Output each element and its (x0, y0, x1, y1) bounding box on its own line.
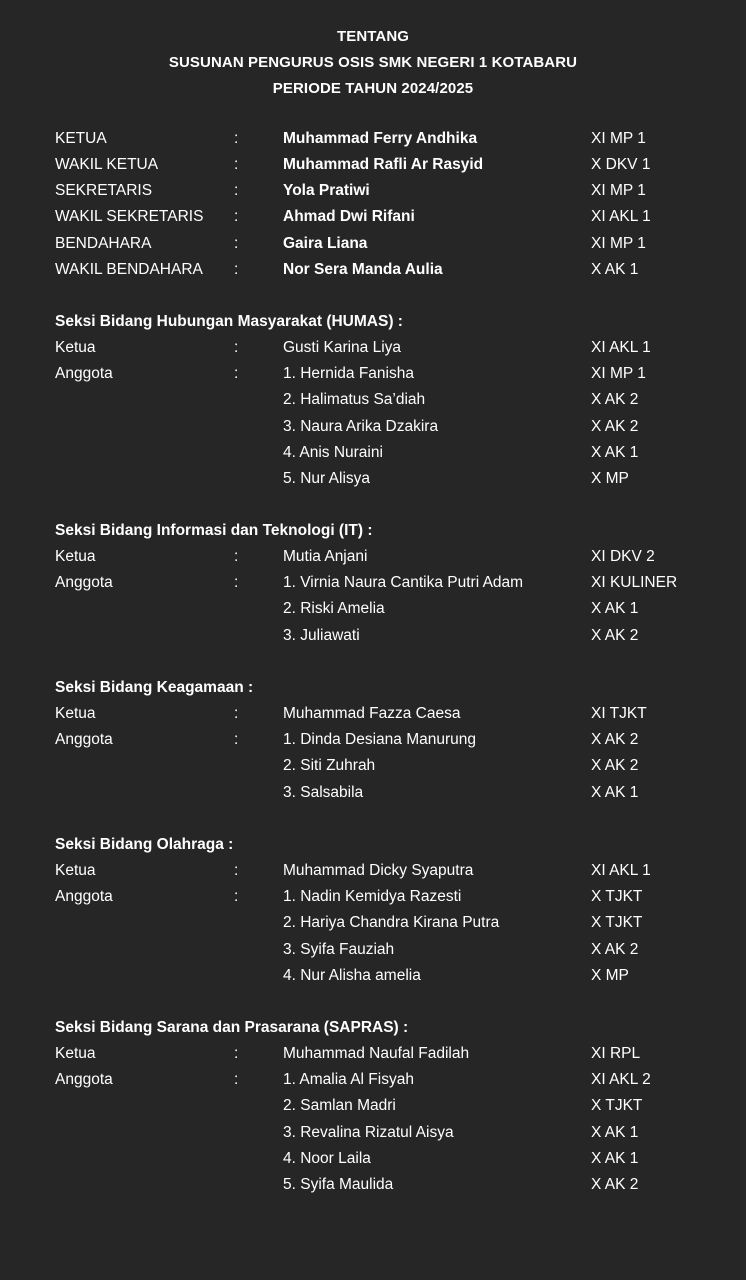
colon-separator: : (234, 574, 239, 592)
member-class: X AK 2 (591, 1175, 639, 1193)
member-name: 2. Samlan Madri (283, 1097, 396, 1115)
member-name: Muhammad Rafli Ar Rasyid (283, 156, 484, 174)
member-name: Nor Sera Manda Aulia (283, 260, 443, 278)
role-label: Anggota (55, 574, 113, 592)
section-member-row (0, 361, 746, 387)
member-name: 5. Nur Alisya (283, 469, 371, 487)
section-ketua-row (0, 544, 746, 570)
section-member-row (0, 623, 746, 649)
section-member-row (0, 1146, 746, 1172)
officer-row (0, 178, 746, 204)
member-class: XI AKL 1 (591, 339, 651, 357)
colon-separator: : (234, 365, 239, 383)
member-class: XI AKL 2 (591, 1071, 651, 1089)
section-member-row (0, 1067, 746, 1093)
colon-separator: : (234, 234, 239, 252)
role-label: Ketua (55, 862, 96, 880)
section-member-row (0, 440, 746, 466)
member-class: X AK 1 (591, 600, 639, 618)
section-member-row (0, 570, 746, 596)
member-class: X DKV 1 (591, 156, 651, 174)
section-member-row (0, 387, 746, 413)
colon-separator: : (234, 339, 239, 357)
member-name: 1. Hernida Fanisha (283, 365, 414, 383)
member-class: X AK 1 (591, 260, 639, 278)
role-label: Anggota (55, 731, 113, 749)
member-name: 5. Syifa Maulida (283, 1175, 394, 1193)
section-title: Seksi Bidang Informasi dan Teknologi (IT) : (55, 522, 373, 539)
member-class: XI MP 1 (591, 365, 646, 383)
member-name: Yola Pratiwi (283, 182, 370, 200)
colon-separator: : (234, 862, 239, 880)
role-label: SEKRETARIS (55, 182, 153, 200)
section-ketua-row (0, 335, 746, 361)
member-class: X AK 2 (591, 940, 639, 958)
member-name: 1. Amalia Al Fisyah (283, 1071, 414, 1089)
member-name: 4. Noor Laila (283, 1149, 371, 1167)
member-class: XI KULINER (591, 574, 678, 592)
member-class: X AK 2 (591, 731, 639, 749)
role-label: WAKIL KETUA (55, 156, 159, 174)
document-header (0, 24, 746, 102)
member-name: 3. Salsabila (283, 783, 364, 801)
header-line-2: SUSUNAN PENGURUS OSIS SMK NEGERI 1 KOTABARU (168, 54, 578, 71)
member-name: 3. Syifa Fauziah (283, 940, 395, 958)
section-member-row (0, 414, 746, 440)
member-name: Muhammad Dicky Syaputra (283, 862, 474, 880)
role-label: KETUA (55, 130, 107, 147)
colon-separator: : (234, 1071, 239, 1089)
colon-separator: : (234, 705, 239, 723)
member-class: X AK 1 (591, 443, 639, 461)
section-ketua-row (0, 1041, 746, 1067)
role-label: Ketua (55, 705, 96, 723)
role-label: Ketua (55, 1045, 96, 1063)
member-name: 3. Juliawati (283, 626, 360, 644)
member-name: Ahmad Dwi Rifani (283, 208, 415, 226)
colon-separator: : (234, 208, 239, 226)
section-member-row (0, 466, 746, 492)
member-class: X MP (591, 469, 629, 487)
section-member-row (0, 753, 746, 779)
officer-row (0, 204, 746, 230)
officer-row (0, 152, 746, 178)
role-label: Anggota (55, 888, 113, 906)
role-label: Anggota (55, 1071, 113, 1089)
officer-row (0, 231, 746, 257)
role-label: Ketua (55, 548, 96, 566)
member-name: 3. Naura Arika Dzakira (283, 417, 439, 435)
member-class: XI AKL 1 (591, 862, 651, 880)
member-class: X AK 2 (591, 417, 639, 435)
member-name: Mutia Anjani (283, 548, 368, 566)
section-ketua-row (0, 701, 746, 727)
colon-separator: : (234, 731, 239, 749)
section-title: Seksi Bidang Keagamaan : (55, 679, 254, 696)
officer-row (0, 126, 746, 152)
member-class: XI RPL (591, 1045, 641, 1063)
role-label: Ketua (55, 339, 96, 357)
member-class: X TJKT (591, 888, 643, 906)
member-class: XI MP 1 (591, 182, 646, 200)
member-name: 4. Anis Nuraini (283, 443, 383, 461)
colon-separator: : (234, 182, 239, 200)
member-class: X TJKT (591, 1097, 643, 1115)
section-member-row (0, 1120, 746, 1146)
section-member-row (0, 937, 746, 963)
member-name: Muhammad Naufal Fadilah (283, 1045, 470, 1063)
colon-separator: : (234, 548, 239, 566)
role-label: WAKIL SEKRETARIS (55, 208, 204, 226)
colon-separator: : (234, 1045, 239, 1063)
member-name: Muhammad Fazza Caesa (283, 705, 461, 723)
role-label: BENDAHARA (55, 234, 152, 252)
member-class: X AK 2 (591, 626, 639, 644)
member-name: 1. Dinda Desiana Manurung (283, 731, 477, 749)
section-title: Seksi Bidang Sarana dan Prasarana (SAPRAS) : (55, 1019, 409, 1036)
member-name: 2. Siti Zuhrah (283, 757, 376, 775)
member-name: 2. Halimatus Sa’diah (283, 391, 426, 409)
section-ketua-row (0, 858, 746, 884)
colon-separator: : (234, 156, 239, 174)
section-member-row (0, 727, 746, 753)
member-class: X AK 1 (591, 1123, 639, 1141)
section-title: Seksi Bidang Hubungan Masyarakat (HUMAS) : (55, 313, 403, 330)
header-line-3: PERIODE TAHUN 2024/2025 (272, 80, 474, 97)
colon-separator: : (234, 888, 239, 906)
officer-row (0, 257, 746, 283)
member-class: XI MP 1 (591, 234, 646, 252)
member-class: XI DKV 2 (591, 548, 655, 566)
header-line-1: TENTANG (336, 28, 410, 45)
member-name: 3. Revalina Rizatul Aisya (283, 1123, 454, 1141)
member-class: X TJKT (591, 914, 643, 932)
section-member-row (0, 910, 746, 936)
member-name: 2. Riski Amelia (283, 600, 385, 618)
section-member-row (0, 780, 746, 806)
member-class: XI TJKT (591, 705, 647, 723)
member-class: X AK 2 (591, 391, 639, 409)
section-member-row (0, 1172, 746, 1198)
member-name: Gaira Liana (283, 234, 368, 252)
member-name: Gusti Karina Liya (283, 339, 402, 357)
member-class: XI AKL 1 (591, 208, 651, 226)
colon-separator: : (234, 130, 239, 147)
member-name: 1. Nadin Kemidya Razesti (283, 888, 462, 906)
member-class: X AK 1 (591, 1149, 639, 1167)
section-member-row (0, 963, 746, 989)
section-member-row (0, 596, 746, 622)
member-class: XI MP 1 (591, 130, 646, 147)
section-member-row (0, 884, 746, 910)
member-name: 2. Hariya Chandra Kirana Putra (283, 914, 500, 932)
member-class: X MP (591, 966, 629, 984)
member-class: X AK 2 (591, 757, 639, 775)
role-label: Anggota (55, 365, 113, 383)
member-name: Muhammad Ferry Andhika (283, 130, 478, 147)
member-name: 1. Virnia Naura Cantika Putri Adam (283, 574, 524, 592)
section-title: Seksi Bidang Olahraga : (55, 836, 234, 853)
section-member-row (0, 1093, 746, 1119)
role-label: WAKIL BENDAHARA (55, 260, 203, 278)
member-class: X AK 1 (591, 783, 639, 801)
member-name: 4. Nur Alisha amelia (283, 966, 421, 984)
colon-separator: : (234, 260, 239, 278)
